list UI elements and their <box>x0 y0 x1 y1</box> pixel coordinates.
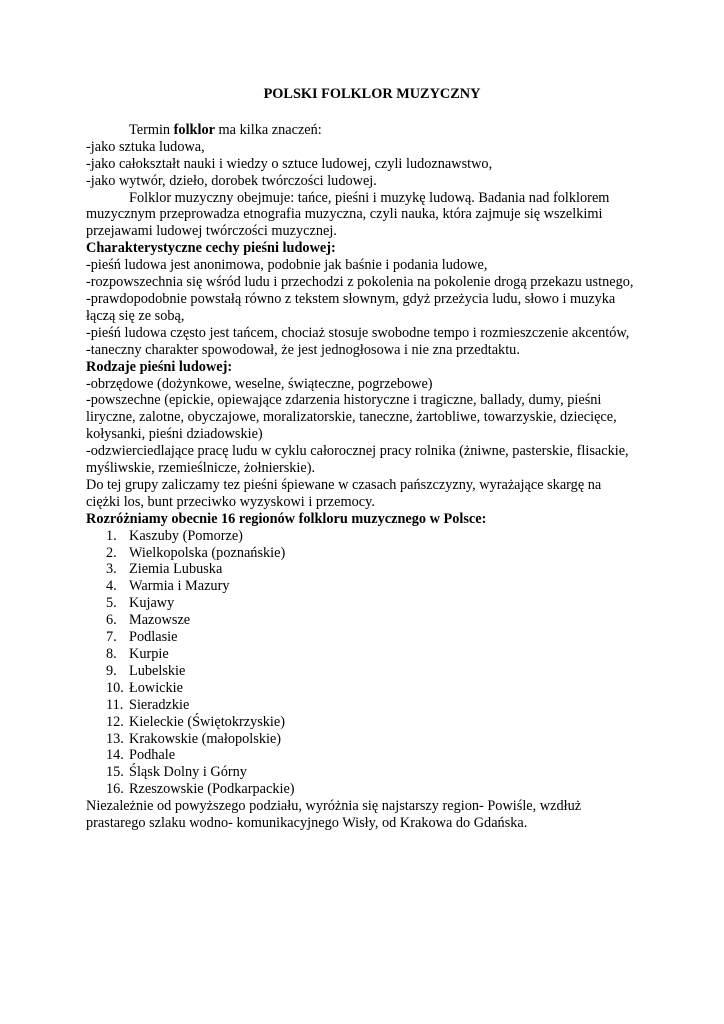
feature-item: -prawdopodobnie powstałą równo z tekstem słownym, gdyż przeżycia ludu, słowo i muzyka łączą się ze sobą, <box>86 290 616 324</box>
list-item <box>86 545 638 562</box>
list-item-label: Kieleckie (Świętokrzyskie) <box>129 713 286 730</box>
list-item <box>86 714 638 731</box>
list-item-number: 12. <box>106 713 124 730</box>
list-item <box>86 595 638 612</box>
meaning-item: -jako wytwór, dzieło, dorobek twórczości ludowej. <box>86 172 377 189</box>
type-item: -powszechne (epickie, opiewające zdarzenia historyczne i tragiczne, ballady, dumy, pieśni liryczne, zalotne, obyczajowe, moralizatorskie, taneczne, żartobliwe, towarzyskie, dziecięce, kołysanki, pieśni dziadowskie) <box>86 392 617 443</box>
list-item <box>86 646 638 663</box>
meaning-item: -jako sztuka ludowa, <box>86 138 205 155</box>
list-item <box>86 629 638 646</box>
list-item <box>86 663 638 680</box>
feature-item: -rozpowszechnia się wśród ludu i przechodzi z pokolenia na pokolenie drogą przekazu ustnego, <box>86 274 634 291</box>
regions-heading: Rozróżniamy obecnie 16 regionów folkloru muzycznego w Polsce: <box>86 510 487 527</box>
intro-suffix: ma kilka znaczeń: <box>214 121 322 138</box>
list-item-label: Łowickie <box>129 679 183 696</box>
list-item <box>86 747 638 764</box>
list-item-number: 5. <box>106 595 117 612</box>
list-item-label: Sieradzkie <box>129 696 190 713</box>
list-item-label: Śląsk Dolny i Górny <box>129 764 247 781</box>
list-item <box>86 731 638 748</box>
list-item <box>86 528 638 545</box>
list-item <box>86 764 638 781</box>
list-item-number: 2. <box>106 544 117 561</box>
list-item-label: Lubelskie <box>129 662 186 679</box>
list-item-label: Podhale <box>129 747 176 764</box>
list-item-label: Kurpie <box>129 646 169 662</box>
type-item: Do tej grupy zaliczamy tez pieśni śpiewane w czasach pańszczyzny, wyrażające skargę na ciężki los, bunt przeciwko wyzyskowi i przemocy. <box>86 476 602 510</box>
document-page <box>86 86 638 832</box>
intro-term: folklor <box>173 121 215 138</box>
closing-paragraph: Niezależnie od powyższego podziału, wyróżnia się najstarszy region- Powiśle, wzdłuż prastarego szlaku wodno- komunikacyjnego Wisły, od Krakowa do Gdańska. <box>86 798 582 832</box>
folk-paragraph: Folklor muzyczny obejmuje: tańce, pieśni i muzykę ludową. Badania nad folklorem muzycznym przeprowadza etnografia muzyczna, czyli nauka, która zajmuje się wszelkimi przejawami ludowej twórczości muzycznej. <box>86 189 610 240</box>
features-heading: Charakterystyczne cechy pieśni ludowej: <box>86 240 336 257</box>
list-item <box>86 578 638 595</box>
list-item-number: 4. <box>106 578 117 595</box>
list-item-number: 13. <box>106 730 124 747</box>
intro-prefix: Termin <box>129 121 174 138</box>
list-item-number: 6. <box>106 612 117 629</box>
list-item-number: 11. <box>106 696 124 713</box>
list-item <box>86 561 638 578</box>
document-title: POLSKI FOLKLOR MUZYCZNY <box>263 86 481 102</box>
meaning-item: -jako całokształt nauki i wiedzy o sztuce ludowej, czyli ludoznawstwo, <box>86 155 493 172</box>
list-item <box>86 612 638 629</box>
list-item-number: 9. <box>106 662 117 679</box>
list-item-number: 3. <box>106 561 117 578</box>
list-item-number: 16. <box>106 781 124 798</box>
list-item-label: Kujawy <box>129 595 175 612</box>
types-heading: Rodzaje pieśni ludowej: <box>86 358 233 375</box>
list-item-number: 1. <box>106 527 117 544</box>
list-item-label: Mazowsze <box>129 612 191 629</box>
feature-item: -taneczny charakter spowodował, że jest jednogłosowa i nie zna przedtaktu. <box>86 341 520 358</box>
list-item-label: Rzeszowskie (Podkarpackie) <box>129 781 295 798</box>
type-item: -obrzędowe (dożynkowe, weselne, świąteczne, pogrzebowe) <box>86 375 433 392</box>
list-item-label: Podlasie <box>129 629 178 646</box>
list-item-label: Krakowskie (małopolskie) <box>129 730 282 747</box>
list-item-number: 15. <box>106 764 124 781</box>
list-item-label: Warmia i Mazury <box>129 578 230 595</box>
list-item-label: Wielkopolska (poznańskie) <box>129 544 286 561</box>
intro-paragraph <box>86 122 638 139</box>
feature-item: -pieśń ludowa często jest tańcem, chociaż stosuje swobodne tempo i rozmieszczenie akcentów, <box>86 324 630 341</box>
feature-item: -pieśń ludowa jest anonimowa, podobnie jak baśnie i podania ludowe, <box>86 257 488 274</box>
list-item-number: 10. <box>106 679 124 696</box>
list-item <box>86 680 638 697</box>
list-item <box>86 781 638 798</box>
list-item-label: Ziemia Lubuska <box>129 561 223 578</box>
list-item-label: Kaszuby (Pomorze) <box>129 527 243 544</box>
list-item <box>86 697 638 714</box>
type-item: -odzwierciedlające pracę ludu w cyklu całorocznej pracy rolnika (żniwne, pasterskie, flisackie, myśliwskie, rzemieślnicze, żołnierskie). <box>86 443 629 477</box>
regions-list <box>86 528 638 799</box>
list-item-number: 7. <box>106 629 117 646</box>
list-item-number: 14. <box>106 747 124 764</box>
list-item-number: 8. <box>106 646 117 662</box>
